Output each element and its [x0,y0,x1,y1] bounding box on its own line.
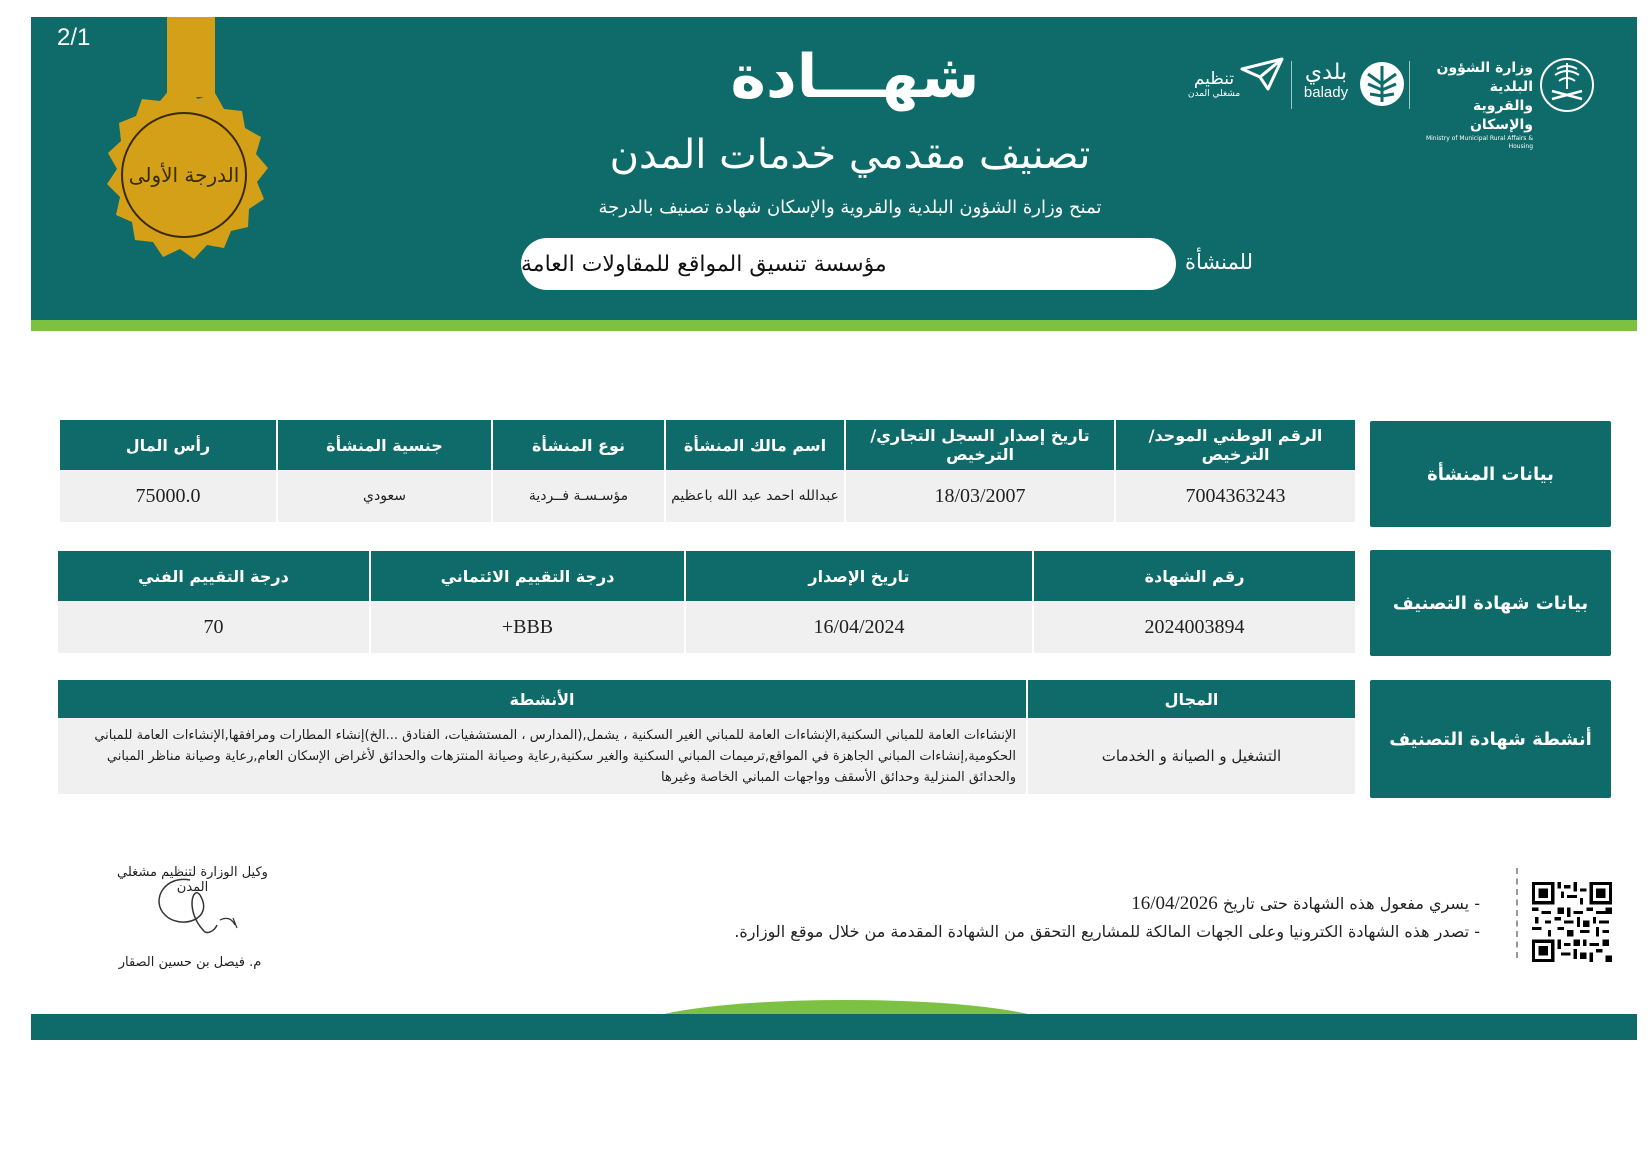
activities-table [56,680,1355,794]
saudi-emblem-icon [1538,55,1596,117]
certificate-value-row [57,601,1355,653]
balady-logo-text [1296,61,1356,101]
balady-english: balady [1303,84,1349,101]
activities-header-row [57,680,1355,718]
certificate-number-value: 2024003894 [1033,601,1355,653]
grade-text: الدرجة الأولى [128,163,240,187]
grade-badge [94,85,274,265]
col-owner-name: اسم مالك المنشأة [665,420,845,470]
certificate-title: شهـــادة [730,42,980,112]
col-issue-date: تاريخ الإصدار [685,551,1033,601]
col-technical-rating: درجة التقييم الفني [57,551,370,601]
technical-rating-value: 70 [57,601,370,653]
logo-divider [1291,61,1292,109]
valid-until-date: 16/04/2026 [1131,893,1218,914]
tanzeem-logo-text [1184,69,1244,99]
palm-leaf-icon [1358,58,1406,114]
certificate-table [56,551,1355,653]
unified-number-value: 7004363243 [1115,470,1355,522]
page-number: 2/1 [57,24,91,51]
col-field: المجال [1027,680,1355,718]
grant-statement: تمنح وزارة الشؤون البلدية والقروية والإسكان شهادة تصنيف بالدرجة [598,197,1102,218]
establishment-value-row [59,470,1355,522]
capital-value: 75000.0 [59,470,277,522]
validity-prefix: - يسري مفعول هذه الشهادة حتى تاريخ [1222,894,1480,913]
field-value: التشغيل و الصيانة و الخدمات [1027,718,1355,794]
activities-section-label: أنشطة شهادة التصنيف [1370,680,1611,798]
establishment-section-label: بيانات المنشأة [1370,421,1611,527]
owner-name-value: عبدالله احمد عبد الله باعظيم [665,470,845,522]
establishment-label: للمنشأة [1185,250,1253,274]
ministry-line-1: وزارة الشؤون البلدية [1436,60,1533,95]
col-establishment-type: نوع المنشأة [492,420,665,470]
col-capital: رأس المال [59,420,277,470]
issue-date-value: 16/04/2024 [685,601,1033,653]
balady-arabic: بلدي [1304,60,1348,85]
validity-line [700,890,1480,918]
verification-line: - تصدر هذه الشهادة الكترونيا وعلى الجهات المالكة للمشاريع التحقق من الشهادة المقدمة من خلال موقع الوزارة. [734,922,1480,941]
tanzeem-subtitle: مشغلي المدن [1187,89,1241,99]
ministry-line-2: والقروية والإسكان [1469,98,1533,133]
header-accent-line [31,320,1637,331]
certificate-section-label: بيانات شهادة التصنيف [1370,550,1611,656]
logos-strip [1180,55,1600,150]
ministry-english: Ministry of Municipal Rural Affairs & Housing [1425,135,1533,150]
certificate-subtitle: تصنيف مقدمي خدمات المدن [609,132,1091,178]
ministry-logo-text [1415,59,1533,151]
validity-notes [700,890,1480,946]
footer-bar [31,1014,1637,1040]
signatory-title: وكيل الوزارة لتنظيم مشغلي المدن [117,865,268,895]
establishment-name-box: مؤسسة تنسيق المواقع للمقاولات العامة [521,238,1176,290]
paper-plane-icon [1238,55,1286,97]
col-cr-date: تاريخ إصدار السجل التجاري/ الترخيص [845,420,1115,470]
cr-date-value: 18/03/2007 [845,470,1115,522]
col-nationality: جنسية المنشأة [277,420,492,470]
establishment-type-value: مؤسـسـة فــردية [492,470,665,522]
logo-divider [1409,61,1410,109]
establishment-header-row [59,420,1355,470]
certificate-header-row [57,551,1355,601]
activities-value: الإنشاءات العامة للمباني السكنية,الإنشاءات العامة للمباني الغير السكنية ، يشمل,(المدارس ، المستشفيات، الفنادق ...الخ)إنشاء المطارات ومرافقها,الإنشاءات العامة للمباني الحكومية,إنشاءات المباني الجاهزة في المواقع,ترميمات المباني السكنية والغير سكنية,رعاية وصيانة المنتزهات والحدائق لأغراض الإسكان العام,رعاية وصيانة مناظر المباني والحدائق المنزلية وحدائق الأسقف وواجهات المباني الخاصة وغيرها [57,718,1027,794]
establishment-table [58,420,1355,522]
qr-code-icon[interactable] [1532,882,1612,966]
col-activities: الأنشطة [57,680,1027,718]
col-credit-rating: درجة التقييم الائتماني [370,551,685,601]
nationality-value: سعودي [277,470,492,522]
qr-divider [1516,868,1518,958]
tanzeem-arabic: تنظيم [1193,69,1235,89]
activities-value-row [57,718,1355,794]
credit-rating-value: BBB+ [370,601,685,653]
signatory-name: م. فيصل بن حسين الصقار [118,955,262,970]
col-certificate-number: رقم الشهادة [1033,551,1355,601]
col-unified-number: الرقم الوطني الموحد/ الترخيص [1115,420,1355,470]
signature-icon [145,870,255,954]
